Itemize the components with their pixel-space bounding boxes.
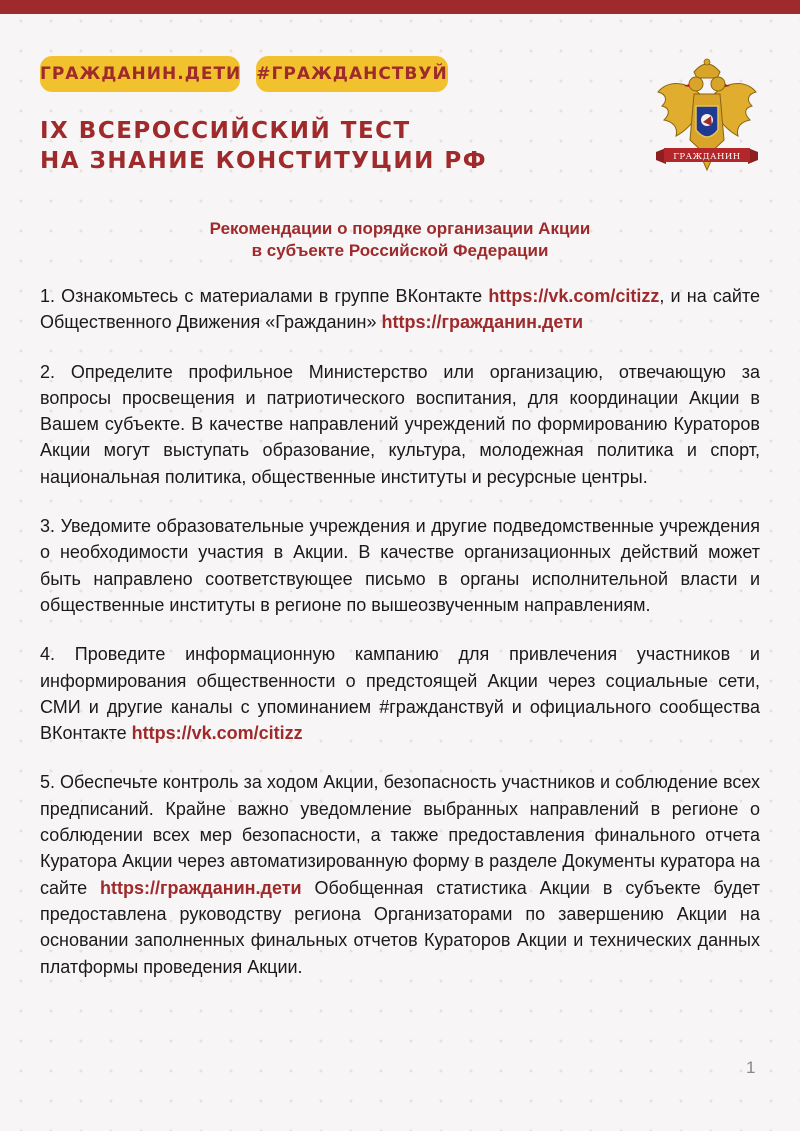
subtitle-line-1: Рекомендации о порядке организации Акции xyxy=(209,219,591,238)
recommendation-item-5 xyxy=(40,769,760,979)
site-link[interactable]: https://гражданин.дети xyxy=(381,312,584,333)
recommendation-item-1 xyxy=(40,283,760,336)
vk-group-link[interactable]: https://vk.com/citizz xyxy=(488,286,660,306)
curator-site-link[interactable]: https://гражданин.дети xyxy=(100,877,302,898)
vk-community-link[interactable]: https://vk.com/citizz xyxy=(131,723,303,744)
item-5-text: 5. Обеспечьте контроль за ходом Акции, безопасность участников и соблюдение всех предписаний. Крайне важно уведомление выбранных направлений в регионе о соблюдении всех мер безопасности, а также предоставления финального отчета Куратора Акции через автоматизированную форму в разделе Документы куратора на сайте xyxy=(40,772,760,898)
recommendation-item-3: 3. Уведомите образовательные учреждения и другие подведомственные учреждения о необходимости участия в Акции. В качестве организационных действий может быть направлено соответствующее письмо в органы исполнительной власти и общественные институты в регионе по вышеозвученным направлениям. xyxy=(40,516,760,615)
emblem-ribbon-text: ГРАЖДАНИН xyxy=(673,152,741,162)
item-1-text: 1. Ознакомьтесь с материалами в группе ВКонтакте xyxy=(40,286,489,306)
recommendation-item-4 xyxy=(40,641,760,746)
recommendation-item-2: 2. Определите профильное Министерство или организацию, отвечающую за вопросы просвещения и патриотического воспитания, для координации Акции в Вашем субъекте. В качестве направлений учреждений по формированию Кураторов Акции могут выступать образование, культура, молодежная политика и спорт, национальная политика, общественные институты и ресурсные центры. xyxy=(40,361,760,487)
item-1-text-cont: , и на сайте Общественного Движения «Гражданин» xyxy=(40,286,761,333)
title-line-1: IX ВСЕРОССИЙСКИЙ ТЕСТ xyxy=(40,118,411,144)
tag-grazhdanin-deti: ГРАЖДАНИН.ДЕТИ xyxy=(40,56,240,92)
top-accent-bar xyxy=(0,0,800,14)
double-headed-eagle-emblem xyxy=(654,56,760,184)
page-number: 1 xyxy=(746,1058,756,1077)
item-4-text: 4. Проведите информационную кампанию для привлечения участников и информирования общественности о предстоящей Акции через социальные сети, СМИ и другие каналы с упоминанием #гражданствуй и официального сообщества ВКонтакте xyxy=(40,644,760,744)
item-5-text-cont: Обобщенная статистика Акции в субъекте будет предоставлена руководству региона Организаторами по завершению Акции на основании заполненных финальных отчетов Кураторов Акции и технических данных платформы проведения Акции. xyxy=(40,877,760,977)
tag-grazhdanstvuy: #ГРАЖДАНСТВУЙ xyxy=(256,56,448,92)
page-title xyxy=(40,116,487,176)
section-subtitle xyxy=(40,218,760,262)
recommendations-list xyxy=(40,283,760,1003)
title-line-2: НА ЗНАНИЕ КОНСТИТУЦИИ РФ xyxy=(40,148,488,174)
subtitle-line-2: в субъекте Российской Федерации xyxy=(251,241,549,260)
